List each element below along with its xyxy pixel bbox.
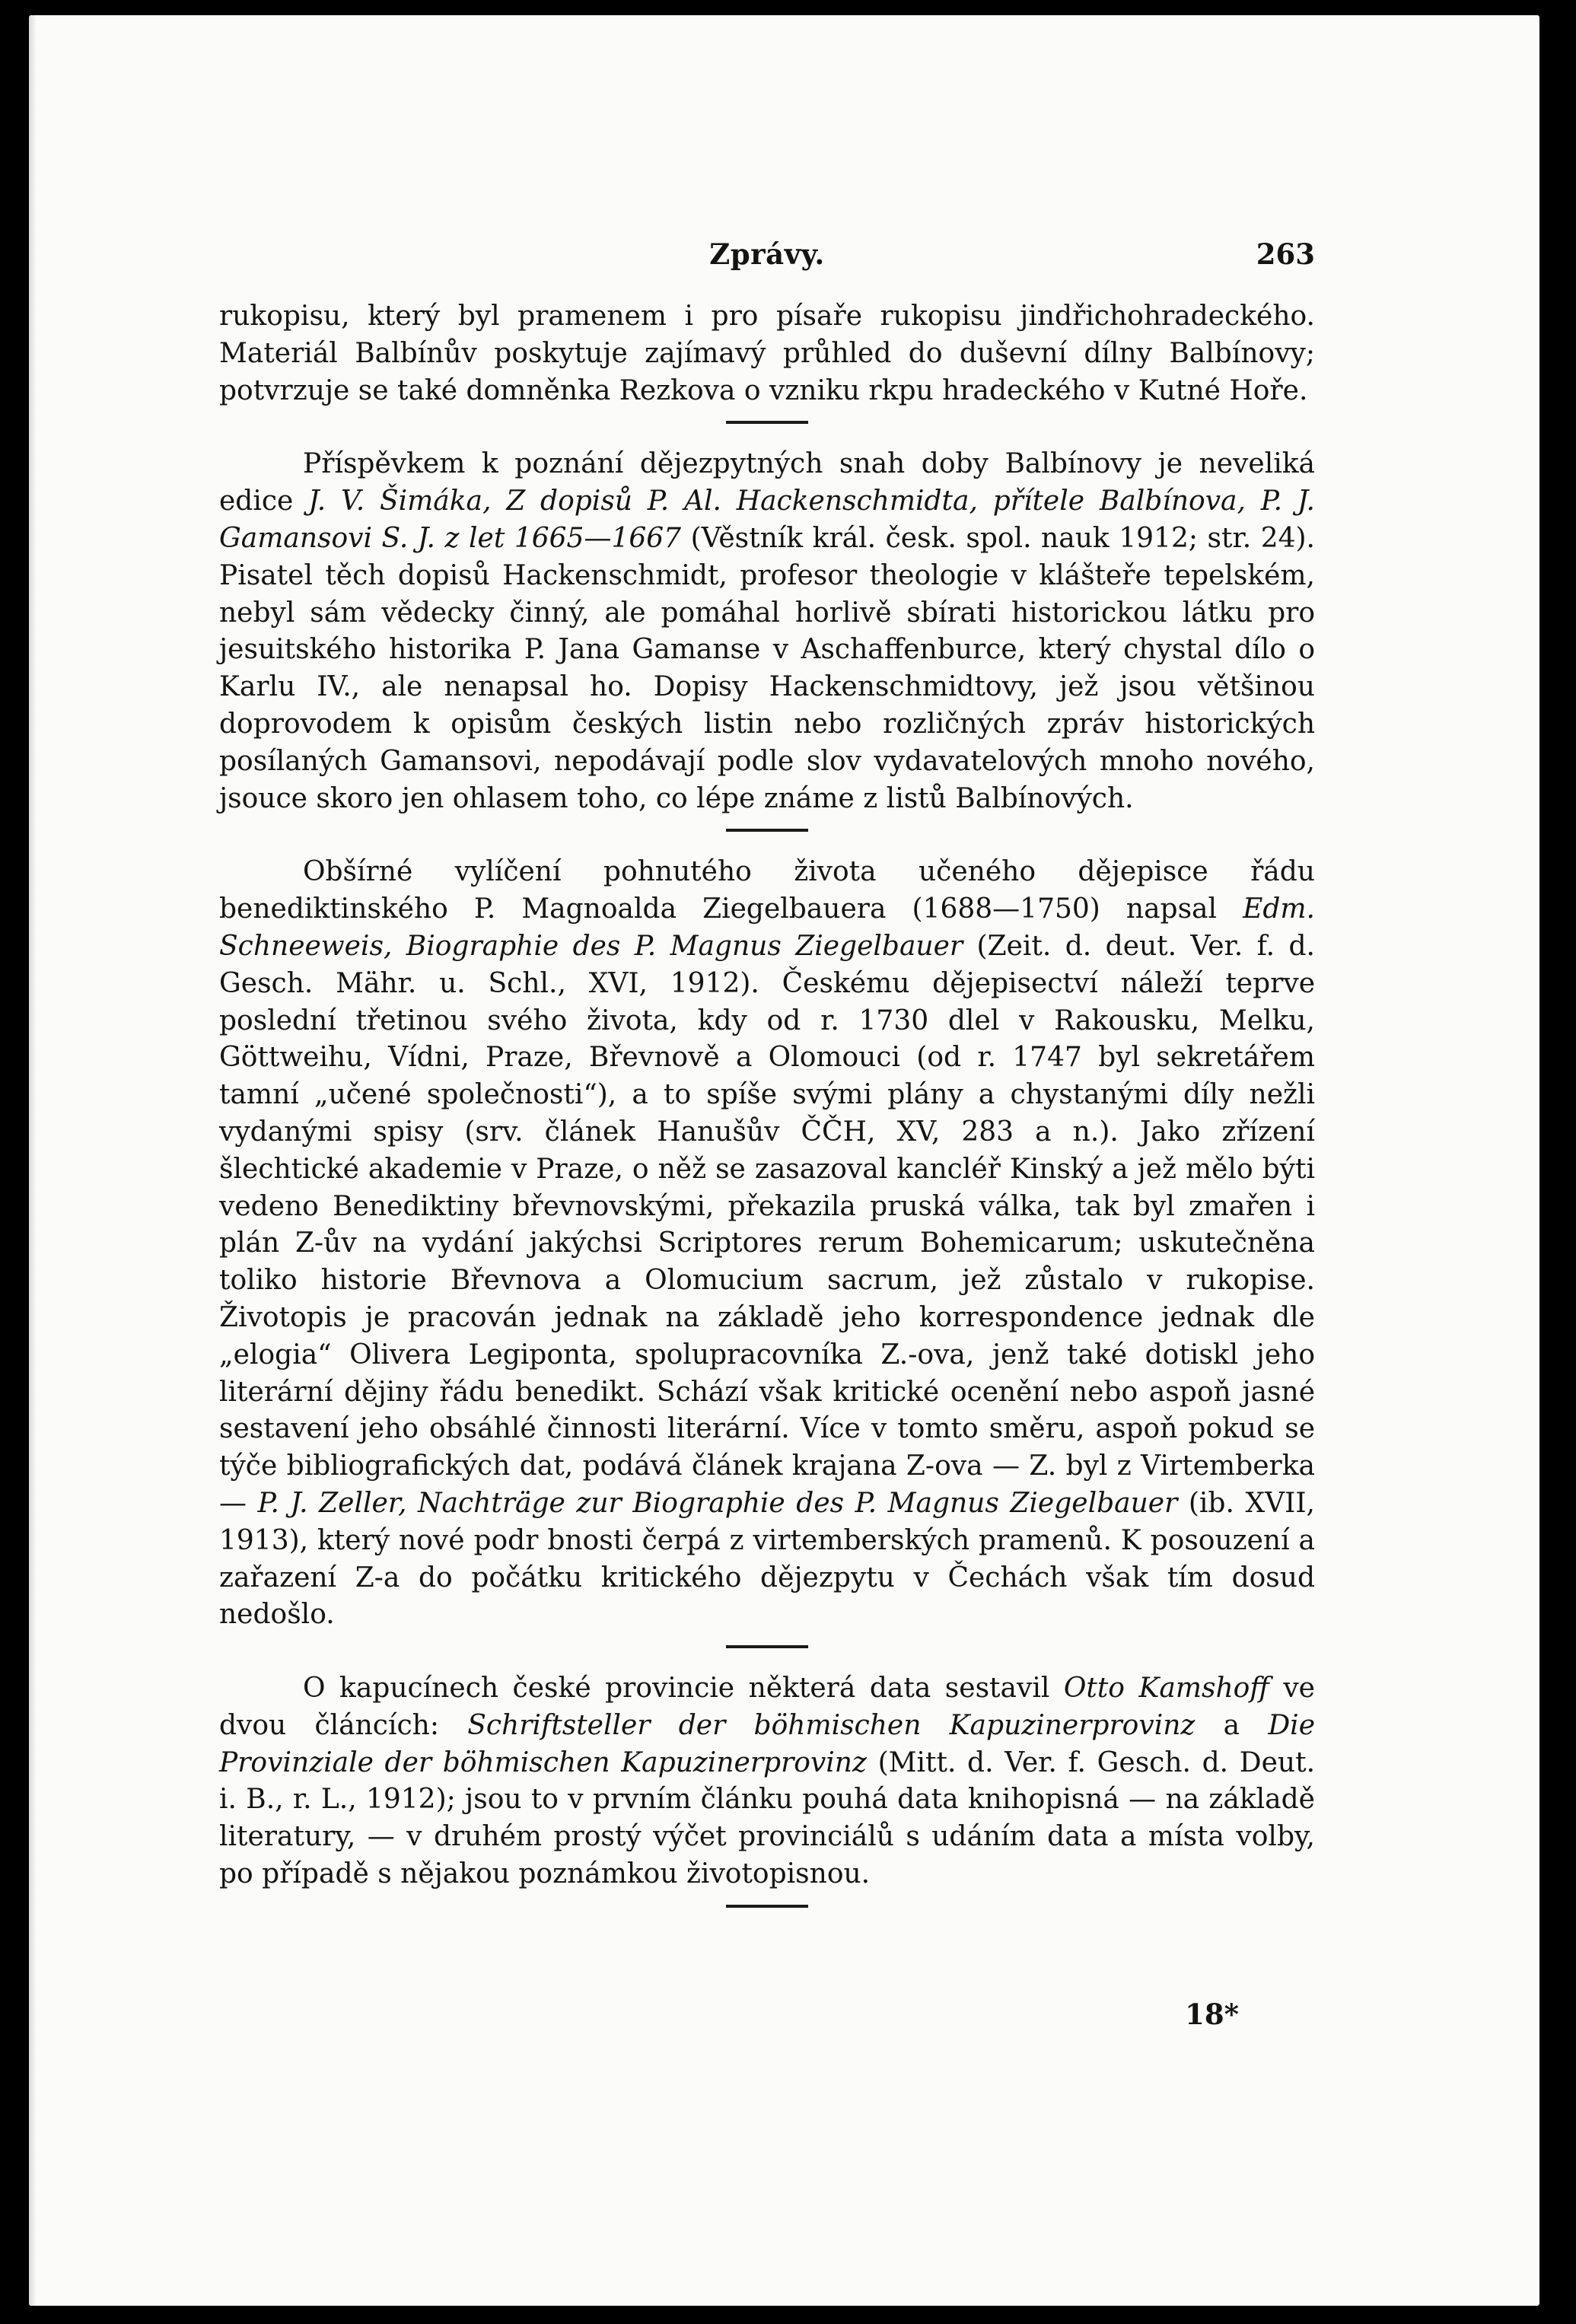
page-header <box>219 237 1315 283</box>
signature-mark: 18* <box>1185 1998 1239 2031</box>
paragraph-4-text-c: a <box>1195 1709 1269 1741</box>
paragraph-4-citation-1: Schriftsteller der böhmischen Kapuzinerprovinz <box>467 1709 1196 1741</box>
paragraph-3-text-a: Obšírné vylíčení pohnutého života učeného dějepisce řádu benediktinského P. Magnoalda Ziegelbauera (1688—1750) napsal <box>219 856 1315 925</box>
paragraph-3 <box>219 854 1315 1634</box>
paragraph-2-text-a: Příspěvkem k poznání dějezpytných snah doby Balbínovy je neveliká edice <box>219 448 1315 517</box>
paragraph-4-author: Otto Kamshoff <box>1063 1673 1269 1705</box>
section-separator <box>726 421 808 424</box>
paragraph-2 <box>219 446 1315 817</box>
paragraph-3-citation-2: P. J. Zeller, Nachträge zur Biographie des P. Magnus Ziegelbauer <box>257 1487 1178 1519</box>
paragraph-1-text: rukopisu, který byl pramenem i pro písaře rukopisu jindřichohradeckého. Materiál Balbínův poskytuje zajímavý průhled do duševní dílny Balbínovy; potvrzuje se také domněnka Rezkova o vzniku rkpu hradeckého v Kutné Hoře. <box>219 301 1315 406</box>
section-separator <box>726 1645 808 1648</box>
paragraph-3-citation-1: Edm. Schneeweis, Biographie des P. Magnus Ziegelbauer <box>219 893 1315 962</box>
paragraph-4 <box>219 1670 1315 1893</box>
page-number: 263 <box>1256 237 1315 271</box>
paragraph-4-text-d: (Mitt. d. Ver. f. Gesch. d. Deut. i. B., r. L., 1912); jsou to v prvním článku pouhá data knihopisná — na základě literatury, — v druhém prostý výčet provinciálů s udáním data a místa volby, po případě s nějakou poznámkou životopisnou. <box>219 1746 1316 1890</box>
paragraph-3-text-c: (ib. XVII, 1913), který nové podr bnosti čerpá z virtemberských pramenů. K posouzení a zařazení Z-a do počátku kritického dějezpytu v Čechách však tím dosud nedošlo. <box>219 1487 1315 1631</box>
paragraph-4-text-a: O kapucínech české provincie některá data sestavil <box>303 1673 1064 1705</box>
page-sheet <box>29 15 1539 2306</box>
paragraph-2-text-b: (Věstník král. česk. spol. nauk 1912; str. 24). Pisatel těch dopisů Hackenschmidt, profesor theologie v klášteře tepelském, nebyl sám vědecky činný, ale pomáhal horlivě sbírati historickou látku pro jesuitského historika P. Jana Gamanse v Aschaffenburce, který chystal dílo o Karlu IV., ale nenapsal ho. Dopisy Hackenschmidtovy, jež jsou většinou doprovodem k opisům českých listin nebo rozličných zpráv historických posílaných Gamansovi, nepodávají podle slov vydavatelových mnoho nového, jsouce skoro jen ohlasem toho, co lépe známe z listů Balbínových. <box>219 522 1315 814</box>
paragraph-2-citation: J. V. Šimáka, Z dopisů P. Al. Hackenschmidta, přítele Balbínova, P. J. Gamansovi S. J. z let 1665—1667 <box>219 485 1315 554</box>
paragraph-4-text-b: ve dvou článcích: <box>219 1673 1315 1741</box>
page-body <box>219 298 1315 1930</box>
paragraph-4-citation-2: Die Provinziale der böhmischen Kapuzinerprovinz <box>219 1709 1315 1778</box>
scan-edge <box>29 15 37 2306</box>
section-separator <box>726 1905 808 1908</box>
paragraph-3-text-b: (Zeit. d. deut. Ver. f. d. Gesch. Mähr. u. Schl., XVI, 1912). Českému dějepisectví náleží teprve poslední třetinou svého života, kdy od r. 1730 dlel v Rakousku, Melku, Göttweihu, Vídni, Praze, Břevnově a Olomouci (od r. 1747 byl sekretářem tamní „učené společnosti“), a to spíše svými plány a chystanými díly nežli vydanými spisy (srv. článek Hanušův ČČH, XV, 283 a n.). Jako zřízení šlechtické akademie v Praze, o něž se zasazoval kancléř Kinský a jež mělo býti vedeno Benediktiny břevnovskými, překazila pruská válka, tak byl zmařen i plán Z-ův na vydání jakýchsi Scriptores rerum Bohemicarum; uskutečněna toliko historie Břevnova a Olomucium sacrum, jež zůstalo v rukopise. Životopis je pracován jednak na základě jeho korrespondence jednak dle „elogia“ Olivera Legiponta, spolupracovníka Z.-ova, jenž také dotiskl jeho literární dějiny řádu benedikt. Schází však kritické ocenění nebo aspoň jasné sestavení jeho obsáhlé činnosti literární. Více v tomto směru, aspoň pokud se týče bibliografických dat, podává článek krajana Z-ova — Z. byl z Virtemberka — <box>219 930 1315 1519</box>
paragraph-1 <box>219 298 1315 409</box>
running-head: Zprávy. <box>709 237 825 271</box>
section-separator <box>726 829 808 832</box>
